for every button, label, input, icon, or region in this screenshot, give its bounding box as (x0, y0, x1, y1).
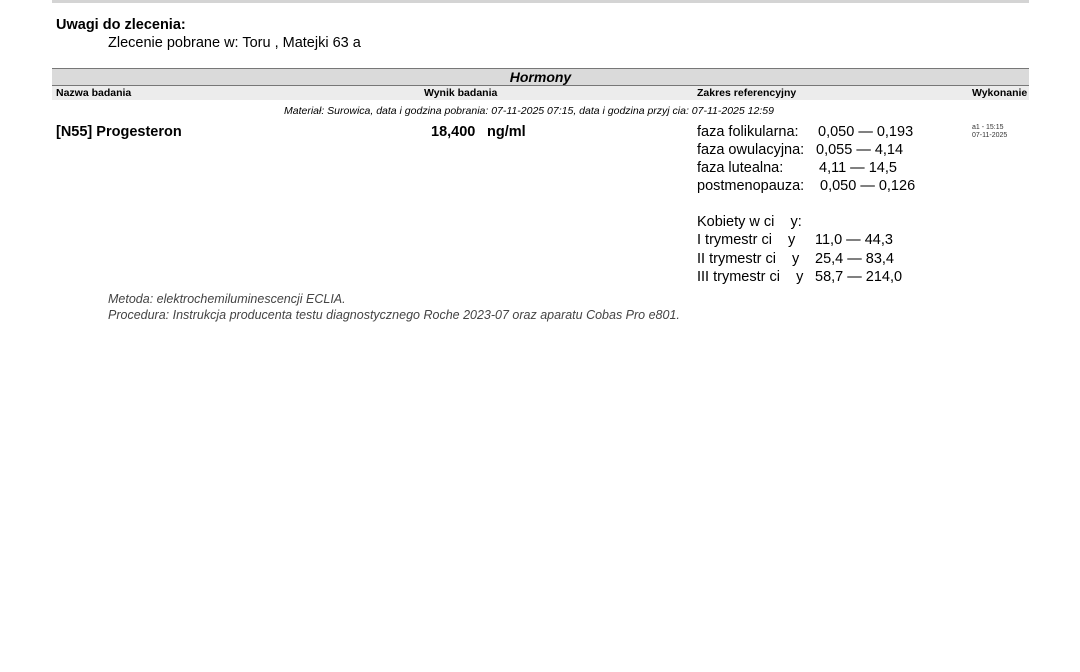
ref-label-trimester-1: I trymestr ci y (697, 232, 796, 248)
ref-range-luteal: 4,11 — 14,5 (819, 160, 897, 176)
column-header-result: Wynik badania (424, 87, 498, 99)
ref-label-ovulatory: faza owulacyjna: (697, 142, 805, 158)
column-header-range: Zakres referencyjny (697, 87, 797, 99)
ref-label-trimester-2: II trymestr ci y (697, 251, 800, 267)
ref-label-luteal: faza lutealna: (697, 160, 784, 176)
ref-range-trimester-1: 11,0 — 44,3 (815, 232, 893, 248)
test-value: 18,400 (431, 124, 476, 140)
method-line: Metoda: elektrochemiluminescencji ECLIA. (108, 292, 346, 306)
performed-date: 07-11-2025 (972, 132, 1008, 139)
section-title: Hormony (509, 69, 572, 85)
ref-label-trimester-3: III trymestr ci y (697, 269, 804, 285)
test-name: [N55] Progesteron (56, 124, 182, 140)
ref-range-follicular: 0,050 — 0,193 (818, 124, 914, 140)
ref-range-trimester-3: 58,7 — 214,0 (815, 269, 903, 285)
procedure-line: Procedura: Instrukcja producenta testu diagnostycznego Roche 2023-07 oraz aparatu Cobas Pro e801. (108, 308, 680, 322)
ref-range-trimester-2: 25,4 — 83,4 (815, 251, 894, 267)
ref-label-postmenopause: postmenopauza: (697, 178, 805, 194)
top-divider (52, 0, 1029, 3)
column-header-name: Nazwa badania (56, 87, 132, 99)
ref-range-postmenopause: 0,050 — 0,126 (820, 178, 916, 194)
performed-code: a1 - 15:15 (972, 124, 1004, 131)
material-info: Materiał: Surowica, data i godzina pobrania: 07-11-2025 07:15, data i godzina przyj cia: 07-11-2025 12:59 (284, 105, 774, 117)
test-unit: ng/ml (487, 124, 526, 140)
order-notes-line: Zlecenie pobrane w: Toru , Matejki 63 a (108, 35, 361, 51)
column-header-performed: Wykonanie (972, 87, 1028, 99)
ref-label-follicular: faza folikularna: (697, 124, 799, 140)
column-header-band (52, 86, 1029, 100)
section-header (52, 68, 1029, 86)
ref-pregnancy-heading: Kobiety w ci y: (697, 214, 802, 230)
ref-range-ovulatory: 0,055 — 4,14 (816, 142, 904, 158)
order-notes-title: Uwagi do zlecenia: (56, 17, 186, 33)
